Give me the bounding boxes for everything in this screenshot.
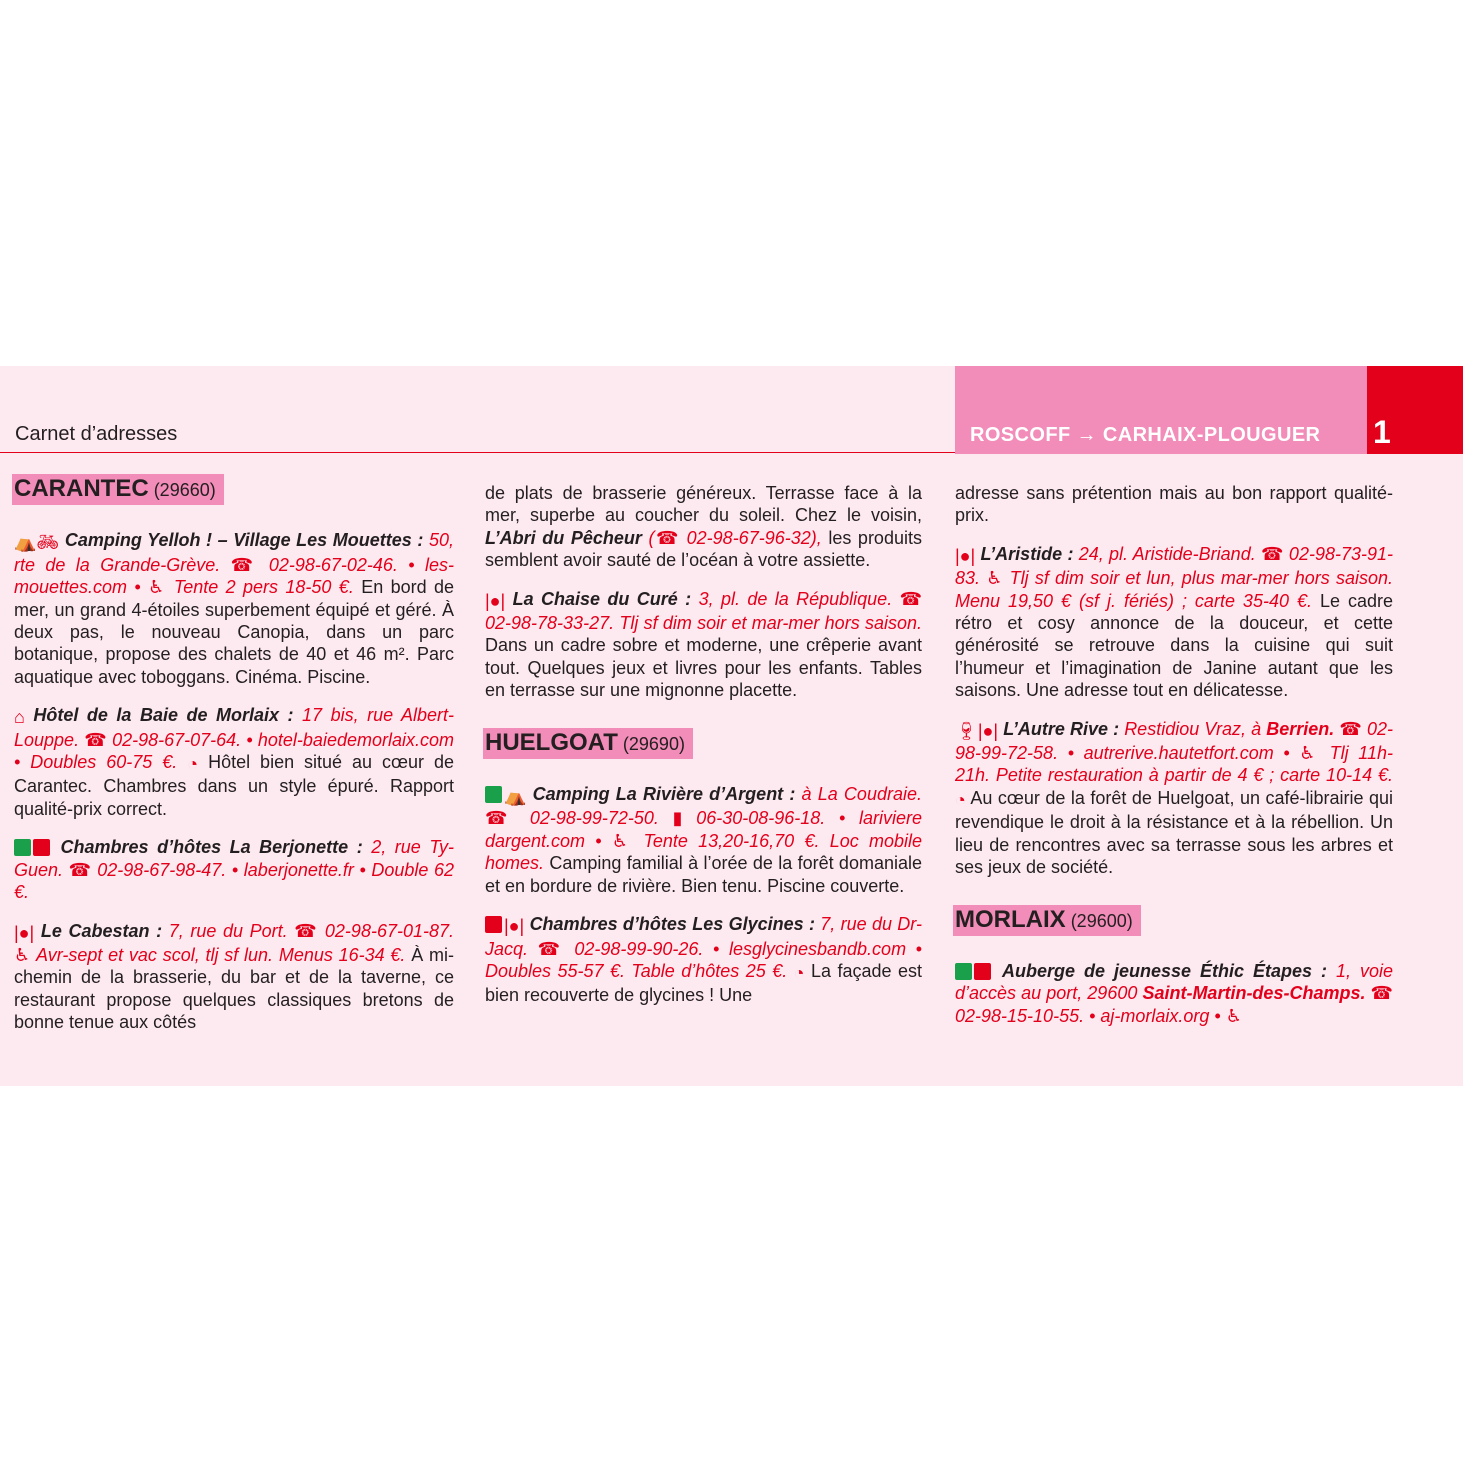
listing-riviere-argent <box>485 783 922 897</box>
listing-description: Dans un cadre sobre et moderne, une crêperie avant tout. Quelques jeux et livres pour les enfants. Tables en terrasse sur une mignonne placette. <box>485 635 922 701</box>
city-name: MORLAIX <box>955 905 1066 933</box>
city-heading-carantec <box>12 474 224 505</box>
listing-town <box>1266 719 1334 739</box>
listing-name: Camping La Rivière d’Argent : <box>532 784 796 805</box>
listing-name: L’Abri du Pêcheur <box>485 527 642 548</box>
listing-continuation <box>485 482 922 572</box>
listing-auberge-jeunesse <box>955 960 1393 1027</box>
listing-camping-yelloh <box>14 529 454 688</box>
listing-name: Le Cabestan : <box>40 920 163 941</box>
city-name: CARANTEC <box>14 475 149 502</box>
listing-berjonette <box>14 836 454 903</box>
listing-name: L’Autre Rive : <box>1003 718 1120 739</box>
green-label-icon <box>14 839 31 856</box>
chapter-number: 1 <box>1373 414 1391 450</box>
listing-info: ☎ 02-98-15-10-55. • aj-morlaix.org • ♿ <box>955 983 1393 1026</box>
guide-page <box>0 366 1463 1086</box>
bicycle-icon: 🚲︎ <box>36 532 60 553</box>
listing-name: La Chaise du Curé : <box>512 588 692 609</box>
cutlery-icon: |●| <box>485 590 506 611</box>
listing-le-cabestan <box>14 920 454 1034</box>
city-name: HUELGOAT <box>485 728 618 756</box>
header-rule <box>0 452 955 453</box>
listing-info: 17 bis, rue Albert-Louppe. ☎ 02-98-67-07-64. • hotel-baiedemorlaix.com • Doubles 60-75 €. <box>14 705 454 773</box>
cutlery-icon: |●| <box>14 922 35 943</box>
tent-icon: ⛺ <box>14 532 37 553</box>
listing-info: 1, voie d’accès au port, 29600 <box>955 960 1393 1004</box>
section-title: Carnet d’adresses <box>15 423 178 445</box>
town-name: Berrien. <box>1266 718 1335 739</box>
town-name: Saint-Martin-des-Champs. <box>1142 983 1366 1004</box>
cutlery-icon: |●| <box>504 916 525 937</box>
listing-info: Restidiou Vraz, à <box>1124 718 1262 739</box>
green-label-icon <box>485 786 502 803</box>
route-title: ROSCOFF → CARHAIX-PLOUGUER <box>970 424 1321 446</box>
listing-info: (☎ 02-98-67-96-32), <box>648 527 822 548</box>
continued-text: les produits semblent avoir sauté de l’océan à votre assiette. <box>485 527 922 571</box>
listing-name: Camping Yelloh ! – Village Les Mouettes : <box>64 530 424 551</box>
listing-continuation <box>955 482 1393 527</box>
house-icon <box>33 839 50 856</box>
cutlery-icon: |●| <box>955 545 976 566</box>
wifi-icon: ◔ <box>793 962 805 983</box>
column-3 <box>955 482 1393 1043</box>
listing-info: à La Coudraie. ☎ 02-98-99-72-50. ▮ 06-30-08-96-18. • lariviere dargent.com • ♿ Tente 13,20-16,70 €. Loc mobile homes. <box>485 784 922 874</box>
column-1 <box>14 474 454 1050</box>
house-icon: ⌂ <box>14 707 25 728</box>
postal-code: (29660) <box>153 480 216 500</box>
house-icon <box>974 963 991 980</box>
listing-info: 2, rue Ty-Guen. ☎ 02-98-67-98-47. • laberjonette.fr • Double 62 €. <box>14 837 454 903</box>
column-2 <box>485 482 922 1023</box>
listing-description: En bord de mer, un grand 4-étoiles superbement équipé et géré. À deux pas, le nouveau Canopia, dans un parc botanique, propose des chalets de 40 et 46 m². Parc aquatique avec toboggans. Cinéma. Piscine. <box>14 577 454 687</box>
listing-info: 24, pl. Aristide-Briand. ☎ 02-98-73-91-83. ♿ Tlj sf dim soir et lun, plus mar-mer hors saison. Menu 19,50 € (sf j. fériés) ; carte 35-40 €. <box>955 543 1393 611</box>
listing-info: 50, rte de la Grande-Grève. ☎ 02-98-67-02-46. • les-mouettes.com • ♿ Tente 2 pers 18-50 €. <box>14 530 454 598</box>
listing-info: 3, pl. de la République. ☎ 02-98-78-33-27. Tlj sf dim soir et mar-mer hors saison. <box>485 588 922 634</box>
listing-name: Chambres d’hôtes Les Glycines : <box>529 914 815 935</box>
listing-description: Camping familial à l’orée de la forêt domaniale et en bordure de rivière. Bien tenu. Piscine couverte. <box>485 853 922 896</box>
listing-description: Hôtel bien situé au cœur de Carantec. Chambres dans un style épuré. Rapport qualité-prix correct. <box>14 752 454 819</box>
listing-autre-rive <box>955 718 1393 879</box>
cutlery-icon: |●| <box>977 720 999 741</box>
listing-info: 7, rue du Port. ☎ 02-98-67-01-87. ♿ Avr-sept et vac scol, tlj sf lun. Menus 16-34 €. <box>14 920 454 965</box>
wifi-icon: ◔ <box>187 754 199 775</box>
green-label-icon <box>955 963 972 980</box>
city-heading-huelgoat <box>483 728 693 759</box>
continued-text: adresse sans prétention mais au bon rapport qualité-prix. <box>955 483 1393 526</box>
listing-name: Hôtel de la Baie de Morlaix : <box>33 705 294 726</box>
listing-name: Auberge de jeunesse Éthic Étapes : <box>1001 960 1327 981</box>
listing-aristide <box>955 543 1393 702</box>
listing-info: ☎ 02-98-99-72-58. • autrerive.hautetfort.com • ♿ Tlj 11h-21h. Petite restauration à partir de 4 € ; carte 10-14 €. <box>955 718 1393 786</box>
listing-description: À mi-chemin de la brasserie, du bar et de la taverne, ce restaurant propose quelques classiques bretons de bonne tenue aux côtés <box>14 944 454 1033</box>
listing-name: Chambres d’hôtes La Berjonette : <box>60 837 363 858</box>
listing-name: L’Aristide : <box>980 543 1074 564</box>
listing-chaise-du-cure <box>485 588 922 702</box>
house-icon <box>485 916 502 933</box>
continued-text: de plats de brasserie généreux. Terrasse face à la mer, superbe au coucher du soleil. Chez le voisin, <box>485 483 922 526</box>
wine-glass-icon: 🍷︎ <box>955 720 978 741</box>
listing-description: La façade est bien recouverte de glycines ! Une <box>485 960 922 1006</box>
listing-town <box>1142 983 1365 1003</box>
tent-icon: ⛺ <box>504 786 527 807</box>
postal-code: (29600) <box>1070 910 1133 931</box>
postal-code: (29690) <box>622 733 685 754</box>
listing-les-glycines <box>485 913 922 1007</box>
listing-hotel-baie-morlaix <box>14 704 454 820</box>
listing-description: Au cœur de la forêt de Huelgoat, un café-librairie qui revendique le droit à la résistance et à la rébellion. Un lieu de rencontres avec sa terrasse sous les arbres et ses jeux de société. <box>955 787 1393 878</box>
listing-info: 7, rue du Dr-Jacq. ☎ 02-98-99-90-26. • lesglycinesbandb.com • Doubles 55-57 €. Table d’hôtes 25 €. <box>485 914 922 981</box>
wifi-icon: ◔ <box>955 789 966 810</box>
listing-description: Le cadre rétro et cosy annonce de la douceur, et cette générosité se retrouve dans la cuisine qui suit l’humeur et l’imagination de Janine autant que les saisons. Une adresse tout en délicatesse. <box>955 590 1393 701</box>
city-heading-morlaix <box>953 905 1141 936</box>
